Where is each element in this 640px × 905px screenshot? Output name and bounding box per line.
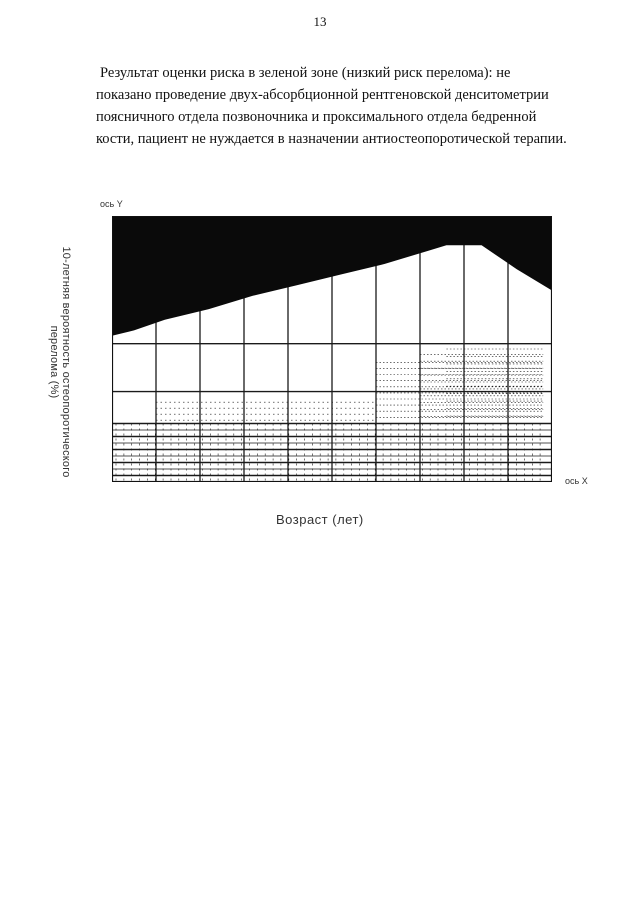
y-axis-tag: ось Y xyxy=(100,199,123,209)
body-paragraph xyxy=(96,62,596,150)
page-number: 13 xyxy=(313,14,327,29)
y-axis-label xyxy=(48,202,72,522)
x-axis-tag: ось X xyxy=(565,476,588,486)
paragraph-line-1: Результат оценки риска в зеленой зоне (низкий риск перелома): не xyxy=(100,65,511,81)
y-axis-label-line-1: 10-летняя вероятность остеопоротического xyxy=(60,246,72,478)
risk-chart xyxy=(112,216,552,482)
paragraph-line-3: поясничного отдела позвоночника и проксимального отдела бедренной xyxy=(96,109,537,125)
x-axis-label: Возраст (лет) xyxy=(276,512,364,527)
y-axis-label-line-2: перелома (%) xyxy=(48,325,60,399)
paragraph-line-2: показано проведение двух-абсорбционной рентгеновской денситометрии xyxy=(96,87,549,103)
paragraph-line-4: кости, пациент не нуждается в назначении антиостеопоротической терапии. xyxy=(96,131,567,147)
